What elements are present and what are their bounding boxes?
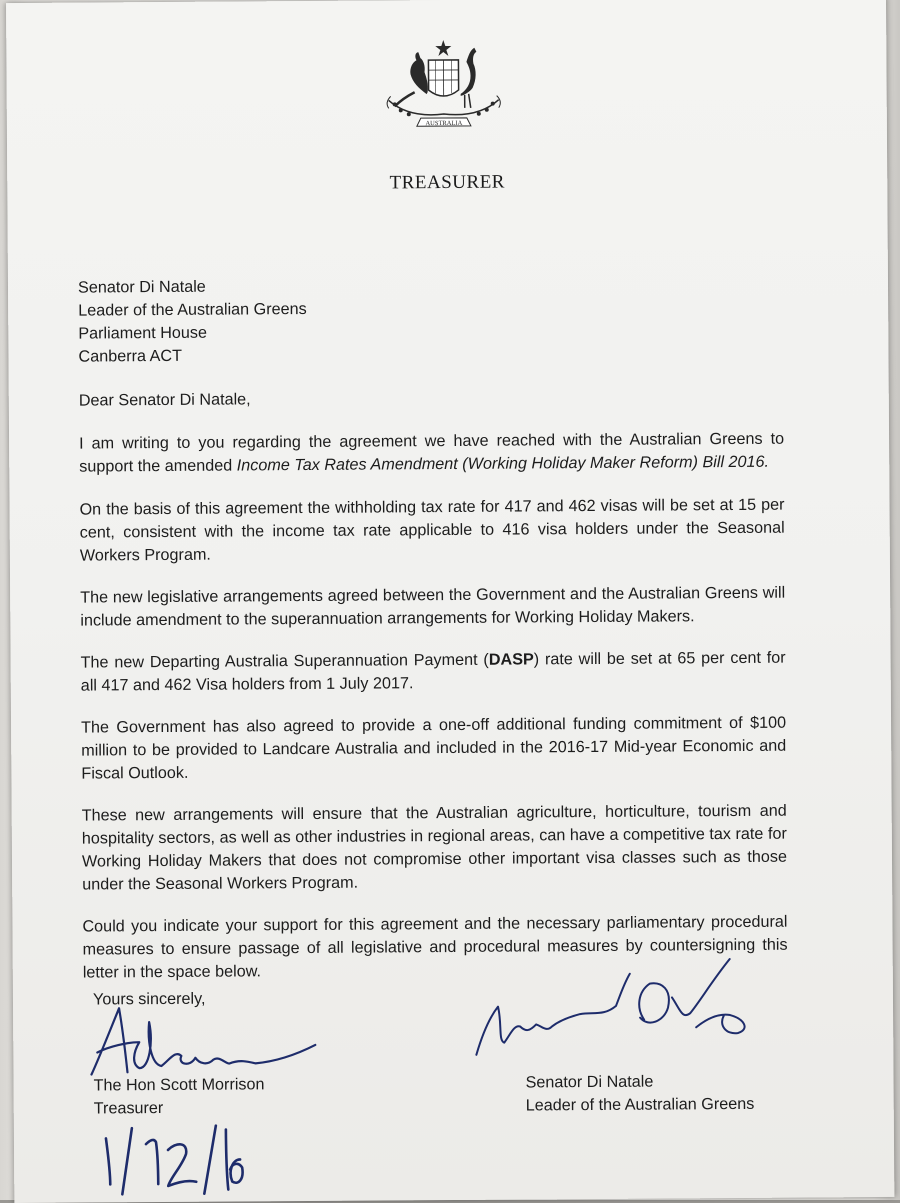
dasp-acronym: DASP — [489, 650, 534, 668]
paragraph-7: Could you indicate your support for this agreement and the necessary parliamentary procedural measures to ensure passage of all legislative and procedural measures by countersigning this letter in the space below. — [82, 911, 787, 985]
treasurer-signature — [79, 1001, 330, 1083]
letterhead-title: TREASURER — [7, 169, 887, 197]
signatory-role: Leader of the Australian Greens — [526, 1093, 755, 1118]
signatory-name: Senator Di Natale — [525, 1070, 754, 1095]
address-line: Leader of the Australian Greens — [78, 298, 307, 323]
paragraph-5: The Government has also agreed to provide a one-off additional funding commitment of $100 million to be provided to Landcare Australia and included in the 2016-17 Mid-year Economic and Fiscal Outlook. — [81, 712, 786, 786]
paragraph-text: ) rate will be set at 65 per cent for all 417 and 462 Visa holders from 1 July 2017. — [81, 649, 786, 695]
recipient-address — [78, 275, 307, 369]
letter-page — [6, 0, 894, 1203]
crest-motto: AUSTRALIA — [425, 120, 462, 127]
signatory-left — [93, 1073, 264, 1120]
paragraph-1 — [79, 428, 784, 479]
coat-of-arms-icon — [378, 38, 509, 135]
signatory-name: The Hon Scott Morrison — [93, 1073, 264, 1097]
address-line: Senator Di Natale — [78, 275, 307, 300]
paragraph-text: I am writing to you regarding the agreement we have reached with the Australian Greens to support the amended — [79, 430, 784, 476]
paragraph-4 — [81, 647, 786, 698]
address-line: Canberra ACT — [78, 344, 307, 369]
signatory-role: Treasurer — [94, 1096, 265, 1120]
countersignature — [468, 953, 769, 1065]
paragraph-3: The new legislative arrangements agreed between the Government and the Australian Greens will include amendment to the superannuation arrangements for Working Holiday Makers. — [80, 582, 785, 633]
closing: Yours sincerely, — [93, 988, 206, 1012]
address-line: Parliament House — [78, 321, 307, 346]
paragraph-2: On the basis of this agreement the withholding tax rate for 417 and 462 visas will be set at 15 per cent, consistent with the income tax rate applicable to 416 visa holders under the Seasonal Workers Program. — [79, 494, 784, 568]
letter-body — [79, 428, 788, 1004]
handwritten-date — [92, 1119, 253, 1198]
paragraph-text: The new Departing Australia Superannuation Payment ( — [81, 651, 489, 672]
paragraph-6: These new arrangements will ensure that the Australian agriculture, horticulture, tourism and hospitality sectors, as well as other industries in regional areas, can have a competitive tax rate for Working Holiday Makers that does not compromise other important visa classes such as those under the Seasonal Workers Program. — [82, 800, 788, 897]
salutation: Dear Senator Di Natale, — [79, 388, 251, 412]
bill-title: Income Tax Rates Amendment (Working Holiday Maker Reform) Bill 2016. — [237, 453, 769, 475]
signatory-right — [525, 1070, 754, 1118]
